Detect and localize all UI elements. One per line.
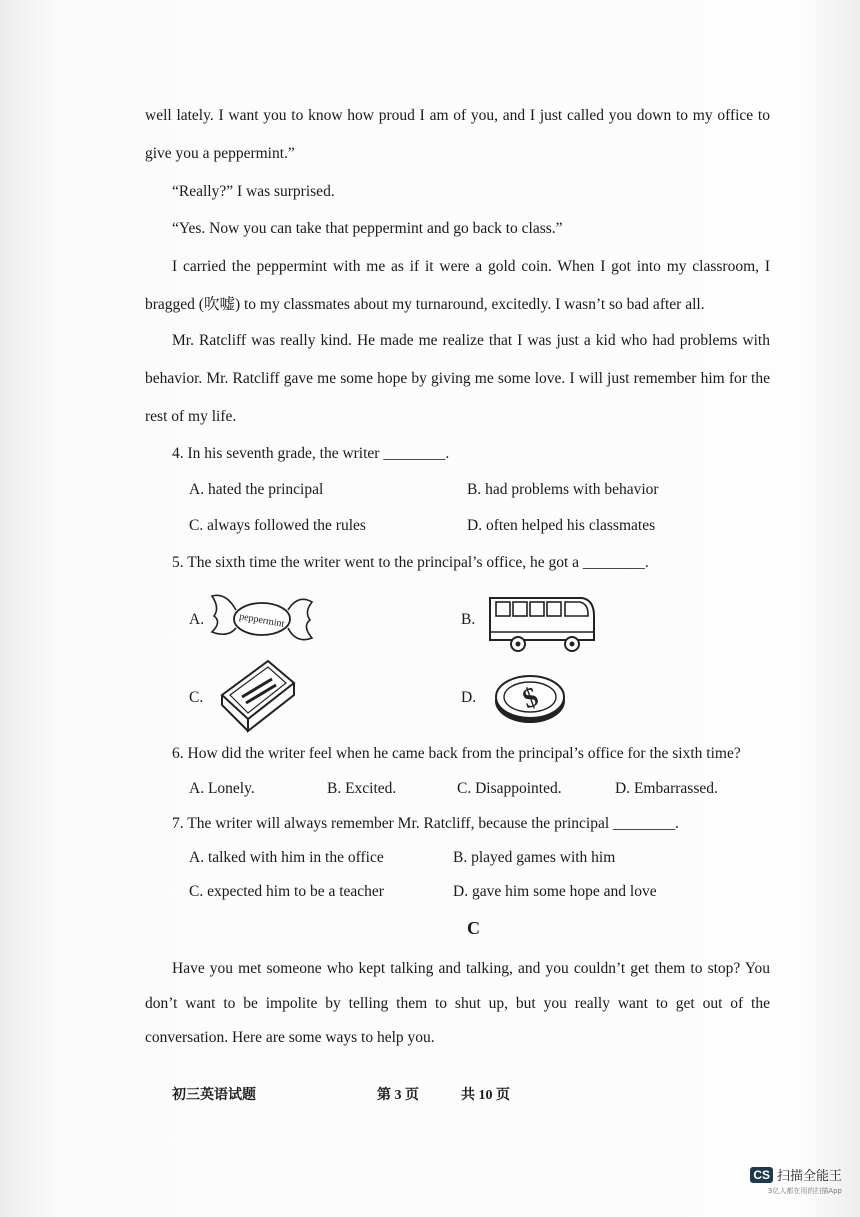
passage-line: well lately. I want you to know how proud I am of you, and I just called you down to my office to xyxy=(145,107,770,124)
peppermint-candy-icon xyxy=(206,588,318,650)
question-4-option-d: D. often helped his classmates xyxy=(467,517,656,534)
question-4-option-a: A. hated the principal xyxy=(189,481,324,498)
footer-page-number: 第 3 页 xyxy=(377,1088,419,1103)
question-5-stem: 5. The sixth time the writer went to the principal’s office, he got a ________. xyxy=(172,554,649,571)
question-4-option-c: C. always followed the rules xyxy=(189,517,366,534)
question-6-option-c: C. Disappointed. xyxy=(457,780,562,797)
passage-line: Have you met someone who kept talking and talking, and you couldn’t get them to stop? You xyxy=(172,960,770,977)
scanner-logo-icon: CS xyxy=(750,1167,773,1183)
question-4-stem: 4. In his seventh grade, the writer ________. xyxy=(172,445,450,462)
question-7-option-a: A. talked with him in the office xyxy=(189,849,384,866)
passage-line: behavior. Mr. Ratcliff gave me some hope by giving me some love. I will just remember him for the xyxy=(145,370,770,387)
question-7-option-b: B. played games with him xyxy=(453,849,616,866)
question-7-option-d: D. gave him some hope and love xyxy=(453,883,657,900)
scanner-tagline: 3亿人都在用的扫描App xyxy=(767,1187,842,1195)
coin-icon xyxy=(490,670,570,728)
question-5-option-b: B. xyxy=(461,611,476,628)
question-6-option-d: D. Embarrassed. xyxy=(615,780,718,797)
pen-box-icon xyxy=(218,657,298,737)
question-5-option-a: A. xyxy=(189,611,205,628)
bus-icon xyxy=(486,592,598,656)
candy-label: peppermint xyxy=(238,611,286,630)
footer-subject: 初三英语试题 xyxy=(172,1088,256,1103)
passage-line: “Yes. Now you can take that peppermint and go back to class.” xyxy=(172,220,563,237)
footer-page-total: 共 10 页 xyxy=(461,1088,510,1103)
scanner-watermark xyxy=(750,1165,842,1196)
scanner-app-name: 扫描全能王 xyxy=(776,1169,842,1184)
passage-line: rest of my life. xyxy=(145,408,237,425)
passage-line: don’t want to be impolite by telling them to shut up, but you really want to get out of the xyxy=(145,995,770,1012)
question-6-stem: 6. How did the writer feel when he came back from the principal’s office for the sixth time? xyxy=(172,745,741,762)
question-5-option-c: C. xyxy=(189,689,204,706)
passage-line: I carried the peppermint with me as if it were a gold coin. When I got into my classroom, I xyxy=(172,258,770,275)
question-6-option-a: A. Lonely. xyxy=(189,780,255,797)
question-6-option-b: B. Excited. xyxy=(327,780,397,797)
passage-line: give you a peppermint.” xyxy=(145,145,295,162)
question-5-option-d: D. xyxy=(461,689,477,706)
passage-line: bragged (吹嘘) to my classmates about my turnaround, excitedly. I wasn’t so bad after all. xyxy=(145,296,705,313)
passage-line: “Really?” I was surprised. xyxy=(172,183,335,200)
coin-symbol: $ xyxy=(518,681,543,716)
question-7-option-c: C. expected him to be a teacher xyxy=(189,883,384,900)
passage-line: conversation. Here are some ways to help you. xyxy=(145,1029,435,1046)
section-heading: C xyxy=(467,918,480,938)
question-7-stem: 7. The writer will always remember Mr. Ratcliff, because the principal ________. xyxy=(172,815,679,832)
question-4-option-b: B. had problems with behavior xyxy=(467,481,659,498)
passage-line: Mr. Ratcliff was really kind. He made me realize that I was just a kid who had problems with xyxy=(172,332,770,349)
